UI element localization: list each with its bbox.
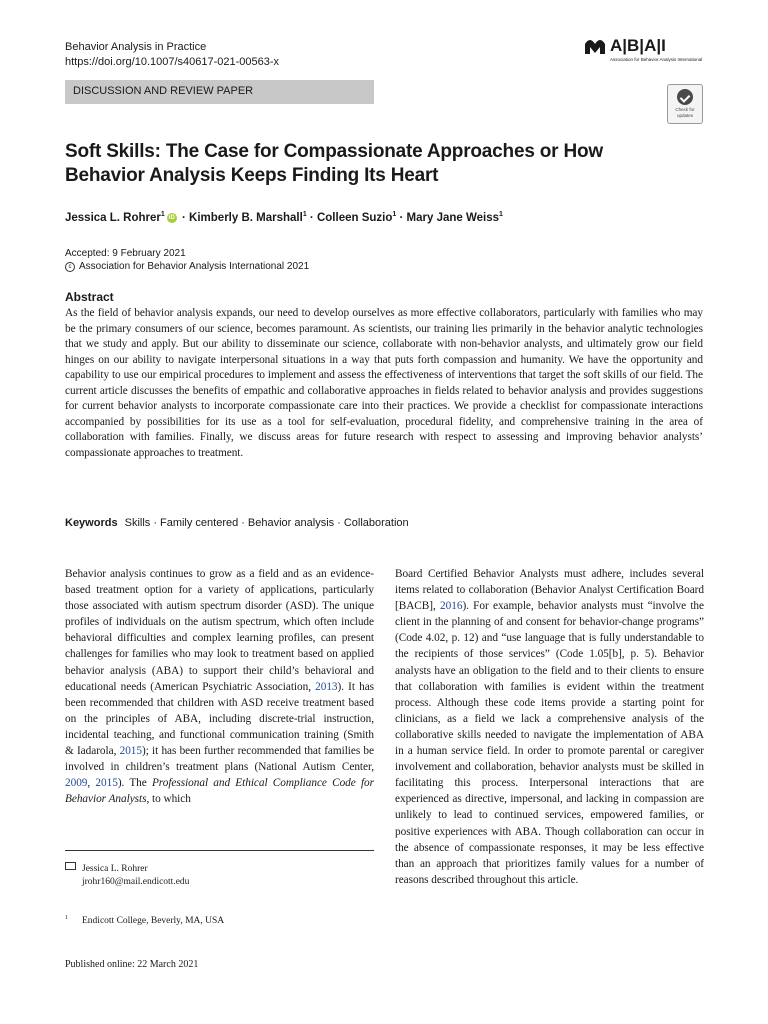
author-list [65, 207, 503, 226]
body-column-left [65, 566, 374, 807]
citation-link[interactable]: 2015 [95, 777, 118, 790]
body-text: Behavior analysis continues to grow as a field and as an evidence-based treatment option for a variety of applications, particularly those associated with autism spectrum disorder (ASD). The unique profiles of individuals on the autism spectrum, which often include behavioral difficulties and complex learning profiles, can present challenges for families who may look to treatment based on applied behavior analysis (ABA) to support their child’s behavioral and educational needs (American Psychiatric Association, [65, 568, 374, 693]
body-text: , [87, 777, 96, 790]
citation-link[interactable]: 2015 [119, 745, 142, 758]
author-affiliation-sup: 1 [392, 211, 397, 218]
body-text: ). For example, behavior analysts must “involve the client in the planning of and consent for behavior-change programs” (Code 4.02, p. 12) and “use language that is fully understandable to the recipients of those services” (Code 1.05[b], p. 5). Behavior analysts have an obligation to the field and to their clients to ensure that collaboration with families is evident within the treatment process. Although these code items provide a starting point for clinicians, as a field we lack a comprehensive analysis of the collaborative skills needed to navigate the implementation of ABA in a human service field. In order to promote parental or caregiver involvement and collaboration, behavior analysts must be skilled in facilitating this process. Interpersonal interactions that are experienced as directive, impersonal, and lacking in compassion are unlikely to lead to continued services, empowered families, or positive experiences with ABA. Though collaboration can occur in the absence of compassionate responses, it may be less effective than an approach that prioritizes family values for a number of reasons described throughout this article. [395, 600, 704, 886]
footnote-divider [65, 850, 374, 851]
accepted-date: Accepted: 9 February 2021 [65, 248, 186, 259]
keywords-heading: Keywords [65, 517, 118, 529]
code-title-italic: Professional and Ethical Compliance Code for Behavior Analysts [65, 777, 374, 806]
citation-link[interactable]: 2013 [315, 680, 338, 693]
affiliation-sup: 1 [65, 915, 68, 921]
citation-link[interactable]: 2009 [65, 777, 88, 790]
author-name[interactable]: Jessica L. Rohrer [65, 211, 161, 224]
author-name[interactable]: Colleen Suzio [316, 211, 393, 224]
author-separator: · [309, 211, 314, 224]
keyword-separator: · [337, 517, 341, 529]
author-separator: · [399, 211, 404, 224]
copyright-text: Association for Behavior Analysis International 2021 [79, 261, 310, 272]
keyword-separator: · [153, 517, 157, 529]
logo-tagline: Association for Behavior Analysis International [610, 57, 703, 62]
abai-logo-icon [584, 36, 606, 56]
citation-link[interactable]: 2016 [440, 600, 463, 613]
doi-link[interactable]: https://doi.org/10.1007/s40617-021-00563-x [65, 56, 280, 68]
author-name[interactable]: Kimberly B. Marshall [189, 211, 303, 224]
abstract-heading: Abstract [65, 290, 114, 304]
orcid-icon[interactable]: iD [168, 214, 175, 221]
published-online: Published online: 22 March 2021 [65, 959, 199, 970]
body-text: Board Certified Behavior Analysts must adhere, includes several items related to collaboration (Behavior Analyst Certification Board [BACB], [395, 568, 704, 613]
article-dates [65, 247, 309, 273]
body-text: ). The [117, 777, 152, 790]
article-title: Soft Skills: The Case for Compassionate Approaches or How Behavior Analysis Keeps Finding Its Heart [65, 141, 603, 186]
check-for-updates-button[interactable] [667, 84, 703, 124]
paper-type-label: DISCUSSION AND REVIEW PAPER [73, 85, 254, 97]
author-affiliation-sup: 1 [302, 211, 307, 218]
corresponding-email[interactable]: jrohr160@mail.endicott.edu [82, 877, 190, 887]
check-updates-icon [677, 89, 693, 105]
copyright-icon: c [65, 262, 75, 272]
keyword-separator: · [241, 517, 245, 529]
check-updates-label: Check for updates [675, 107, 695, 118]
keyword: Collaboration [343, 517, 409, 529]
body-text: ). It has been recommended that children with ASD receive treatment based on the principles of ABA, including discrete-trial instruction, incidental teaching, and functional communication training (Smith & Iadarola, [65, 680, 375, 758]
paper-type-banner [65, 80, 374, 104]
author-separator: · [182, 211, 186, 224]
abstract-body: As the field of behavior analysis expands, our need to develop ourselves as more effective collaborators, particularly with families who may be the primary consumers of our science, becomes paramount. As scientists, our training lies primarily in the behavior analytic technologies that we study and apply. But our ability to disseminate our science, collaborate with non-behavior analysts, and ultimately grow our field hinges on our ability to navigate interpersonal situations in a way that puts forth compassion and humanity. We have the opportunity and capability to use our empirical procedures to implement and assess the effectiveness of interventions that target the soft skills of our field. The current article discusses the benefits of empathic and collaborative approaches in fields related to behavior analysis and provides suggestions for current behavior analysts to incorporate compassionate care into their practices. We provide a checklist for compassionate interactions accompanied by possibilities for its use as a tool for self-evaluation, procedural fidelity, and comprehensive training in the area of collaboration with families. Finally, we discuss areas for future research with respect to assessing and improving behavior analysts’ compassionate approaches to treatment. [65, 307, 703, 459]
keyword: Family centered [159, 517, 239, 529]
keywords [65, 516, 409, 530]
correspondence-note [65, 862, 189, 889]
author-affiliation-sup: 1 [160, 211, 165, 218]
copyright-line [65, 260, 309, 273]
affiliation-text: Endicott College, Beverly, MA, USA [82, 916, 225, 927]
journal-header [65, 40, 279, 70]
body-column-right [395, 566, 704, 888]
body-text: ); it has been further recommended that families be involved in children’s treatment plans (National Autism Center, [65, 745, 374, 774]
keyword: Behavior analysis [247, 517, 335, 529]
keyword: Skills [124, 517, 151, 529]
journal-name: Behavior Analysis in Practice [65, 41, 207, 53]
abai-logo [584, 36, 702, 70]
logo-letters: A|B|A|I [610, 36, 666, 55]
affiliation-note [65, 912, 224, 928]
author-affiliation-sup: 1 [499, 211, 503, 218]
envelope-icon [65, 862, 76, 870]
corresponding-author: Jessica L. Rohrer [82, 864, 148, 874]
author-name[interactable]: Mary Jane Weiss [406, 211, 500, 224]
body-text: , to which [146, 793, 191, 806]
